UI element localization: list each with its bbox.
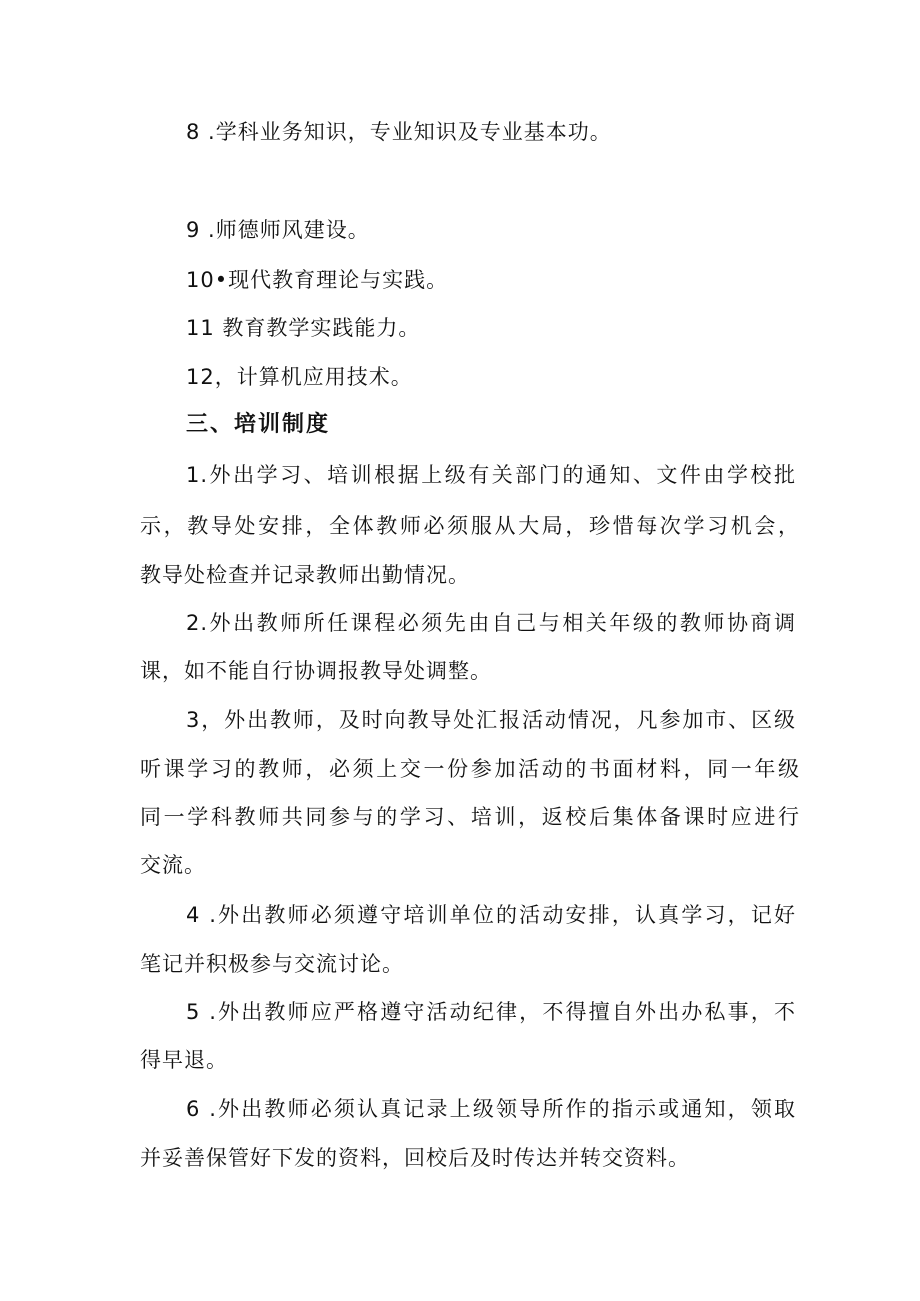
paragraph-5-line-1: 5 .外出教师应严格遵守活动纪律，不得擅自外出办私事，不 <box>186 1000 796 1024</box>
paragraph-1-line-2: 示，教导处安排，全体教师必须服从大局，珍惜每次学习机会， <box>140 514 800 538</box>
paragraph-3-line-3: 同一学科教师共同参与的学习、培训，返校后集体备课时应进行 <box>140 805 800 829</box>
paragraph-6-line-1: 6 .外出教师必须认真记录上级领导所作的指示或通知，领取 <box>186 1097 796 1121</box>
list-item-12: 12，计算机应用技术。 <box>186 365 413 389</box>
paragraph-1-line-1: 1.外出学习、培训根据上级有关部门的通知、文件由学校批 <box>186 463 796 487</box>
paragraph-3-line-2: 听课学习的教师，必须上交一份参加活动的书面材料，同一年级 <box>140 757 800 781</box>
paragraph-3-line-1: 3，外出教师，及时向教导处汇报活动情况，凡参加市、区级 <box>186 708 796 732</box>
list-item-9: 9 .师德师风建设。 <box>186 218 370 242</box>
section-heading: 三、培训制度 <box>186 412 331 437</box>
paragraph-4-line-1: 4 .外出教师必须遵守培训单位的活动安排，认真学习，记好 <box>186 903 796 927</box>
paragraph-4-line-2: 笔记并积极参与交流讨论。 <box>140 952 404 976</box>
paragraph-2-line-1: 2.外出教师所任课程必须先由自己与相关年级的教师协商调 <box>186 611 796 635</box>
list-item-10: 10•现代教育理论与实践。 <box>186 268 449 292</box>
paragraph-6-line-2: 并妥善保管好下发的资料，回校后及时传达并转交资料。 <box>140 1146 690 1170</box>
paragraph-5-line-2: 得早退。 <box>140 1048 228 1072</box>
paragraph-2-line-2: 课，如不能自行协调报教导处调整。 <box>140 659 492 683</box>
paragraph-3-line-4: 交流。 <box>140 853 206 877</box>
list-item-11: 11 教育教学实践能力。 <box>186 316 421 340</box>
list-item-8: 8 .学科业务知识，专业知识及专业基本功。 <box>186 120 612 144</box>
paragraph-1-line-3: 教导处检查并记录教师出勤情况。 <box>140 563 470 587</box>
